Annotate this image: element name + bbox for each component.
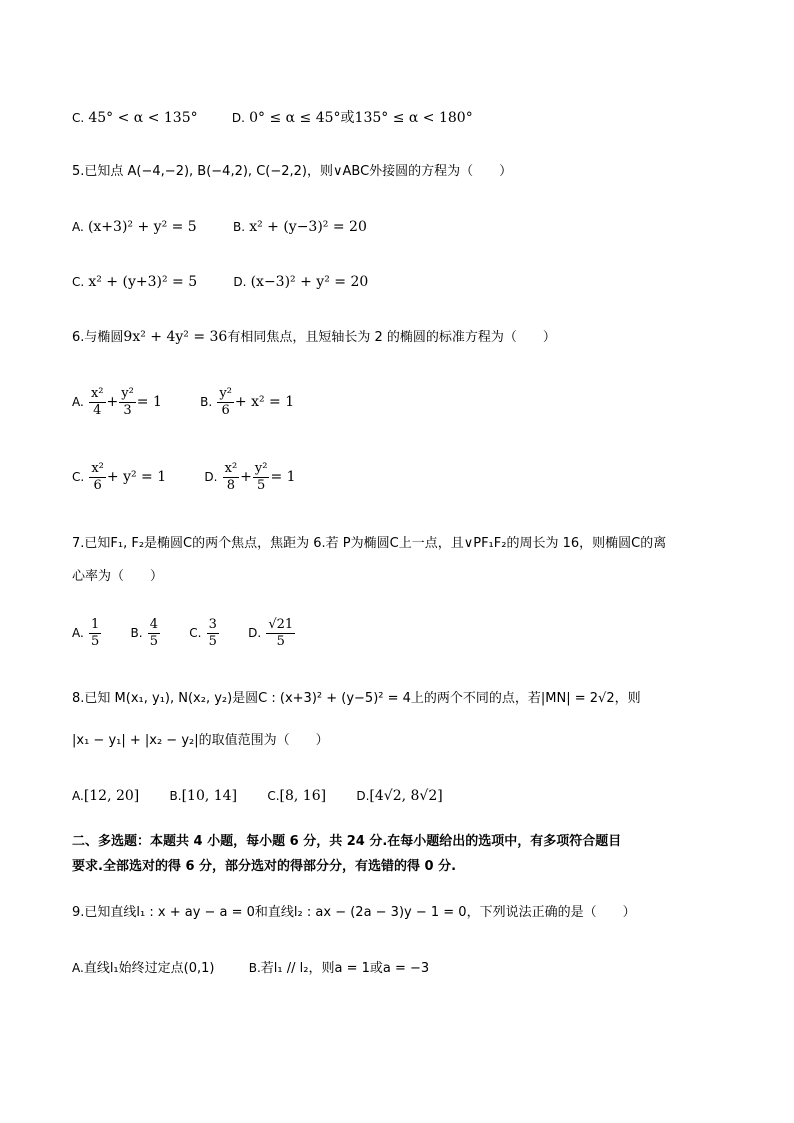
q9-option-a-text: 直线l₁始终过定点(0,1) (83, 961, 215, 976)
q9-stem (72, 903, 724, 923)
q9-number: 9. (72, 905, 85, 920)
q6-option-c-label: C. (72, 470, 85, 484)
q7-option-a-label: A. (72, 626, 84, 640)
q8-stem-text-2: |x₁ − y₁| + |x₂ − y₂|的取值范围为（ ） (72, 733, 329, 748)
q7-option-b-label: B. (130, 626, 143, 640)
q7-option-c-frac: $\frac{3}{5}$ (208, 617, 217, 649)
q6-option-d-frac1: $\frac{\text{x²}}{8}$ (224, 461, 238, 493)
q5-option-a-label: A. (72, 220, 84, 234)
q8-option-d-label: D. (356, 789, 370, 803)
section2-heading-line-2: 要求.全部选对的得 6 分，部分选对的得部分分，有选错的得 0 分. (72, 859, 457, 874)
q6-option-d-frac2: $\frac{\text{y²}}{5}$ (254, 461, 268, 493)
q6-stem-math: 9x² + 4y² = 36 (123, 329, 228, 345)
q9-option-b-label: B. (248, 961, 261, 975)
q7-option-c-label: C. (189, 626, 202, 640)
q4-option-c-label: C. (72, 111, 85, 125)
q6-option-b-frac1: $\frac{\text{y²}}{6}$ (219, 386, 232, 418)
q6-number: 6. (72, 330, 85, 345)
q7-stem-line-1 (72, 534, 724, 554)
q5-option-c-math: x² + (y+3)² = 5 (88, 274, 198, 290)
q6-option-a-label: A. (72, 395, 84, 409)
q8-option-b-math: [10, 14] (181, 788, 238, 804)
q6-option-a-frac1: $\frac{\text{x²}}{4}$ (90, 386, 104, 418)
q5-stem (72, 162, 724, 182)
q5-stem-text: 已知点 A(−4,−2), B(−4,2), C(−2,2)，则∨ABC外接圆的方程为（ ） (84, 164, 513, 179)
q4-option-d-label: D. (231, 111, 245, 125)
q8-option-d-math: [4√2, 8√2] (369, 788, 443, 804)
q7-option-b-frac: $\frac{4}{5}$ (149, 617, 158, 649)
q7-stem-text-2: 心率为（ ） (72, 569, 164, 584)
q6-options-row-2: C. $\frac{\text{x²}}{6}$ + y² = 1 D. $\frac{\text{x²}}{8}$ + $\frac{\text{y²}}{5}$ = 1 (72, 461, 296, 493)
q8-stem-line-2 (72, 731, 724, 751)
q7-options-row (72, 613, 724, 654)
q5-option-d-math: (x−3)² + y² = 20 (250, 274, 369, 290)
q7-option-a-frac: $\frac{1}{5}$ (90, 617, 100, 649)
q7-stem-text-1: 已知F₁, F₂是椭圆C的两个焦点，焦距为 6.若 P为椭圆C上一点，且∨PF₁F₂的周长为 16，则椭圆C的离 (84, 536, 667, 551)
q6-option-b-rest: + x² = 1 (234, 394, 295, 410)
section2-heading-line-1: 二、多选题：本题共 4 小题，每小题 6 分，共 24 分.在每小题给出的选项中，有多项符合题目 (72, 834, 622, 849)
q9-stem-text: 已知直线l₁ : x + ay − a = 0和直线l₂ : ax − (2a − 3)y − 1 = 0，下列说法正确的是（ ） (84, 905, 636, 920)
q7-option-d-label: D. (248, 626, 262, 640)
q4-options-row (72, 108, 724, 129)
q8-stem-text-1: 已知 M(x₁, y₁), N(x₂, y₂)是圆C : (x+3)² + (y−5)² = 4上的两个不同的点，若|MN| = 2√2，则 (84, 691, 641, 706)
q6-option-a-frac2: $\frac{\text{y²}}{3}$ (121, 386, 134, 418)
q6-option-c-rest: + y² = 1 (106, 469, 167, 485)
q4-option-d-math: 0° ≤ α ≤ 45°或135° ≤ α < 180° (249, 110, 473, 126)
q8-stem-line-1 (72, 689, 724, 709)
q5-option-b-math: x² + (y−3)² = 20 (249, 219, 367, 235)
q6-option-d-rest: = 1 (270, 469, 296, 485)
q8-options-row (72, 786, 724, 807)
q8-number: 8. (72, 691, 85, 706)
q8-option-a-label: A. (72, 789, 84, 803)
q5-options-row-2 (72, 272, 724, 293)
q7-stem-line-2 (72, 567, 724, 587)
q9-options-row (72, 958, 724, 979)
q5-option-b-label: B. (233, 220, 246, 234)
q5-number: 5. (72, 164, 85, 179)
q8-option-c-math: [8, 16] (279, 788, 327, 804)
q9-option-a-label: A. (72, 961, 84, 975)
q5-option-a-math: (x+3)² + y² = 5 (87, 219, 197, 235)
q6-option-b-label: B. (200, 395, 213, 409)
q6-stem-b: 有相同焦点，且短轴长为 2 的椭圆的标准方程为（ ） (227, 330, 556, 345)
q6-stem (72, 327, 724, 348)
q6-stem-a: 与椭圆 (84, 330, 124, 345)
q5-options-row-1 (72, 217, 724, 238)
q6-option-d-label: D. (204, 470, 218, 484)
q8-option-a-math: [12, 20] (83, 788, 140, 804)
q8-option-b-label: B. (169, 789, 182, 803)
q5-option-d-label: D. (233, 275, 247, 289)
q9-option-b-text: 若l₁ // l₂，则a = 1或a = −3 (260, 961, 430, 976)
q6-option-a-rest: = 1 (136, 394, 162, 410)
q7-option-d-frac: $\frac{√21}{5}$ (268, 617, 294, 649)
q5-option-c-label: C. (72, 275, 85, 289)
q8-option-c-label: C. (267, 789, 280, 803)
q4-option-c-math: 45° < α < 135° (88, 110, 198, 126)
q6-options-row-1: A. $\frac{\text{x²}}{4}$ + $\frac{\text{y²}}{3}$ = 1 B. $\frac{\text{y²}}{6}$ + x² = 1 (72, 386, 295, 418)
q7-number: 7. (72, 536, 85, 551)
q6-option-c-frac1: $\frac{\text{x²}}{6}$ (91, 461, 104, 493)
